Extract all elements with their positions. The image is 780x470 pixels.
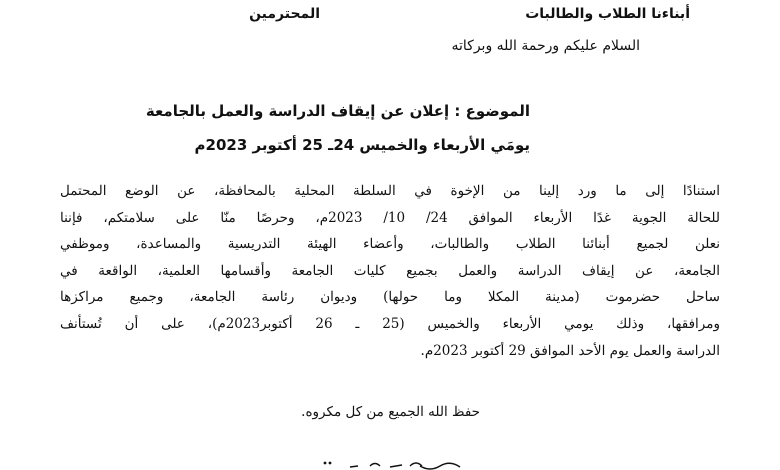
honorific: المحترمين [249, 6, 320, 22]
body-line: استنادًا إلى ما ورد إلينا من الإخوة في السلطة المحلية بالمحافظة، عن الوضع المحتمل [60, 183, 720, 199]
subject-title: الموضوع : إعلان عن إيقاف الدراسة والعمل بالجامعة [145, 102, 530, 120]
body-line: الجامعة، عن إيقاف الدراسة والعمل بجميع كليات الجامعة وأقسامها العلمية، الواقعة في [60, 262, 720, 279]
body-line: للحالة الجوية غدًا الأربعاء الموافق 24/ 10/ 2023م، وحرصًا منّا على سلامتكم، فإننا [60, 209, 720, 226]
closing-line: حفظ الله الجميع من كل مكروه. [301, 404, 480, 420]
body-line: الدراسة والعمل يوم الأحد الموافق 29 أكتوبر 2023م. [420, 342, 720, 359]
greeting-salutation: السلام عليكم ورحمة الله وبركاته [451, 38, 640, 54]
body-line: نعلن لجميع أبنائنا الطلاب والطالبات، وأعضاء الهيئة التدريسية والمساعدة، وموظفي [60, 236, 720, 253]
body-line: ساحل حضرموت (مدينة المكلا وما حولها) وديوان رئاسة الجامعة، وجميع مراكزها [60, 289, 720, 306]
signature-mark [310, 454, 470, 470]
addressee: أبناءنا الطلاب والطالبات [525, 6, 690, 22]
announcement-body [60, 178, 720, 364]
body-line: ومرافقها، وذلك يومي الأربعاء والخميس (25 ـ 26 أكتوبر2023م)، على أن تُستأنف [60, 315, 720, 332]
subject-dates: يومَي الأربعاء والخميس 24ـ 25 أكتوبر 2023م [194, 136, 530, 154]
